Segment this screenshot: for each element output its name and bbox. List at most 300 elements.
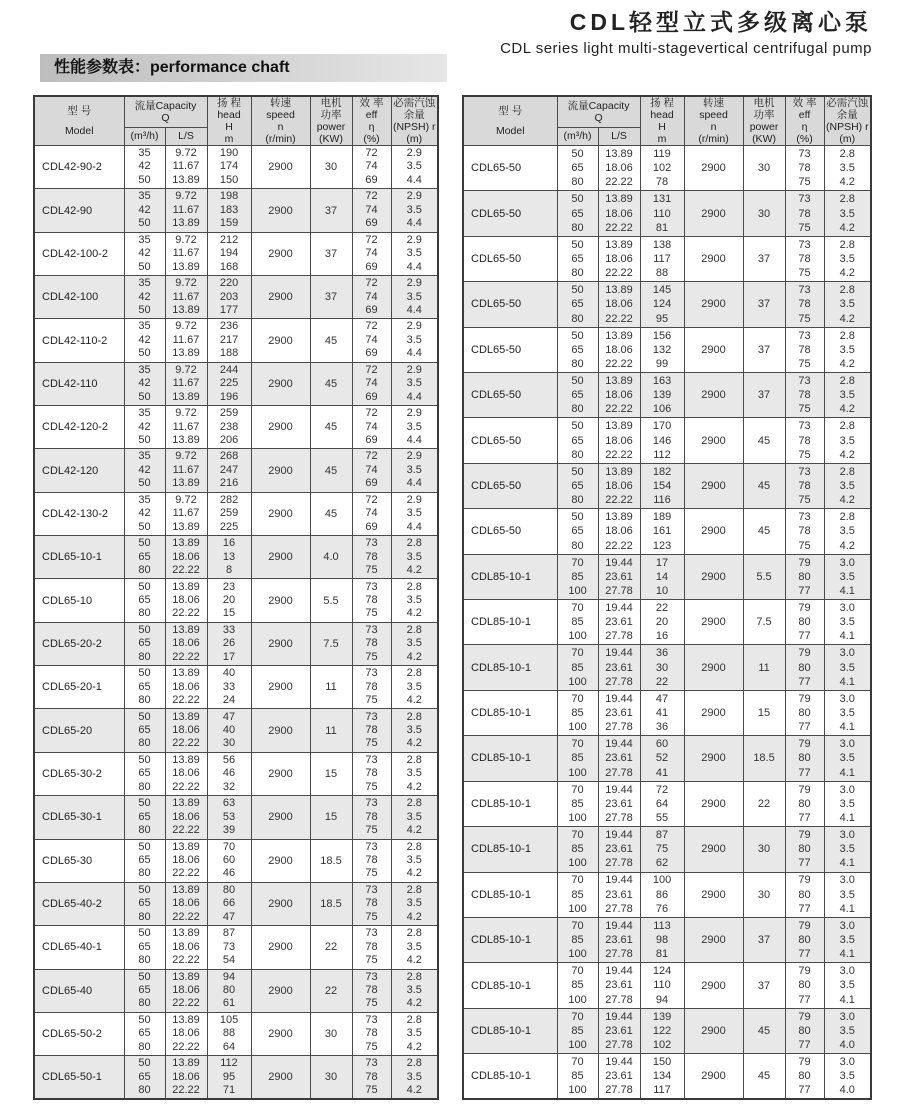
model-cell: CDL65-50 [463,327,557,372]
value-line: 23.61 [605,934,633,946]
npsh-cell [824,236,871,281]
value-line: 2.8 [406,537,422,550]
speed-cell: 2900 [684,645,743,690]
value-line: 65 [138,767,151,780]
value-line: 77 [798,902,811,915]
value-line: 2.8 [406,753,422,766]
power-cell: 7.5 [743,600,785,645]
model-cell: CDL85-10-1 [463,554,557,599]
capacity-m3h-cell [124,579,165,622]
header-capacity: 流量Capacity Q [124,96,207,127]
value-line: 2.9 [406,190,422,203]
efficiency-cell [785,736,824,781]
value-line: 3.0 [839,1055,855,1068]
value-line: 50 [138,173,151,186]
value-line: 3.0 [839,556,855,569]
pump-row [463,872,871,917]
value-line: 238 [219,420,239,433]
power-cell: 4.0 [310,536,352,579]
value-line: 4.1 [839,811,855,824]
value-line: 3.0 [839,828,855,841]
value-line: 18.06 [172,680,200,693]
value-line: 4.4 [406,433,422,446]
capacity-m3h-cell [557,282,598,327]
value-line: 3.5 [406,984,422,996]
capacity-m3h-cell [124,622,165,665]
value-line: 75 [365,910,378,923]
value-line: 65 [138,984,151,996]
value-line: 50 [571,238,584,251]
npsh-cell [824,373,871,418]
value-line: 73 [365,840,378,853]
speed-cell: 2900 [251,926,310,969]
speed-cell: 2900 [251,319,310,362]
value-line: 3.5 [839,843,855,856]
value-line: 174 [219,160,239,173]
speed-cell: 2900 [684,963,743,1008]
value-line: 80 [798,661,811,674]
value-line: 3.5 [406,203,422,216]
value-line: 72 [365,233,378,246]
capacity-m3h-cell [124,839,165,882]
power-cell: 30 [310,146,352,189]
npsh-cell [391,1056,438,1099]
value-line: 3.5 [839,162,855,175]
capacity-m3h-cell [124,969,165,1012]
value-line: 27.78 [605,993,633,1006]
value-line: 2.9 [406,320,422,333]
capacity-m3h-cell [124,276,165,319]
capacity-m3h-cell [557,600,598,645]
value-line: 70 [571,738,584,751]
value-line: 18.06 [172,1027,200,1040]
value-line: 80 [571,176,584,189]
value-line: 132 [652,343,672,356]
value-line: 98 [655,934,669,946]
value-line: 78 [798,525,811,538]
pump-row [463,781,871,826]
pump-row [34,319,438,362]
value-line: 42 [138,203,151,216]
value-line: 2.8 [406,1057,422,1070]
capacity-m3h-cell [557,690,598,735]
header-model: 型 号 Model [34,96,124,146]
speed-cell: 2900 [684,373,743,418]
npsh-cell [824,690,871,735]
power-cell: 45 [310,406,352,449]
efficiency-cell [352,319,391,362]
value-line: 22.22 [605,267,633,280]
value-line: 22 [655,675,669,688]
value-line: 13.89 [172,1013,200,1026]
value-line: 47 [222,710,236,723]
value-line: 3.5 [839,661,855,674]
value-line: 110 [653,979,671,992]
value-line: 74 [365,247,378,260]
header-efficiency: 效 率 eff η (%) [352,96,391,146]
value-line: 4.2 [839,312,855,325]
value-line: 77 [798,675,811,688]
speed-cell: 2900 [684,418,743,463]
value-line: 4.2 [406,780,422,793]
value-line: 33 [222,680,236,693]
value-line: 13.89 [172,520,200,533]
value-line: 259 [219,407,239,420]
value-line: 65 [571,525,584,538]
value-line: 24 [222,694,236,706]
value-line: 4.0 [839,1084,855,1097]
power-cell: 37 [310,232,352,275]
value-line: 3.5 [406,290,422,303]
speed-cell: 2900 [251,276,310,319]
pump-row [34,276,438,319]
head-cell [640,554,684,599]
value-line: 65 [571,389,584,402]
value-line: 3.0 [839,783,855,796]
value-line: 75 [365,650,378,663]
power-cell: 22 [310,926,352,969]
value-line: 19.44 [605,738,633,751]
value-line: 18.06 [605,207,633,220]
value-line: 13.89 [172,173,200,186]
value-line: 100 [568,811,587,824]
value-line: 11.67 [172,203,200,216]
pump-row [463,554,871,599]
capacity-m3h-cell [124,1012,165,1055]
value-line: 69 [365,303,378,316]
capacity-m3h-cell [124,319,165,362]
value-line: 22.22 [605,221,633,234]
value-line: 69 [365,390,378,403]
value-line: 2.9 [406,450,422,463]
value-line: 78 [365,680,378,693]
power-cell: 45 [310,362,352,405]
value-line: 50 [138,710,151,723]
value-line: 102 [652,162,672,175]
capacity-m3h-cell [557,827,598,872]
value-line: 77 [798,948,811,961]
value-line: 3.5 [406,853,422,866]
value-line: 73 [798,465,811,478]
value-line: 74 [365,160,378,173]
value-line: 50 [138,840,151,853]
value-line: 80 [798,843,811,856]
efficiency-cell [785,373,824,418]
value-line: 11.67 [172,290,200,303]
head-cell [207,362,251,405]
value-line: 100 [568,857,587,870]
efficiency-cell [785,600,824,645]
value-line: 17 [655,556,669,569]
capacity-ls-cell [165,449,207,492]
value-line: 50 [138,753,151,766]
speed-cell: 2900 [684,509,743,554]
value-line: 18.06 [172,853,200,866]
value-line: 13.89 [172,840,200,853]
value-line: 3.0 [839,919,855,932]
value-line: 145 [652,284,672,297]
value-line: 106 [652,403,672,416]
value-line: 189 [652,511,672,524]
value-line: 73 [222,940,236,953]
value-line: 4.2 [839,494,855,507]
value-line: 150 [652,1055,672,1068]
efficiency-cell [352,146,391,189]
value-line: 77 [798,1039,811,1052]
pump-row [34,926,438,969]
efficiency-cell [352,406,391,449]
left-performance-table [33,95,439,1100]
pump-row [34,969,438,1012]
value-line: 124 [652,298,672,311]
value-line: 23.61 [605,1070,633,1083]
value-line: 9.72 [175,363,197,376]
value-line: 2.9 [406,363,422,376]
value-line: 9.72 [175,450,197,463]
capacity-ls-cell [598,509,640,554]
value-line: 87 [222,927,236,940]
value-line: 13.89 [172,797,200,810]
value-line: 19.44 [605,783,633,796]
value-line: 66 [222,897,236,910]
value-line: 134 [652,1070,672,1083]
value-line: 85 [571,752,584,765]
pump-row [463,600,871,645]
value-line: 75 [798,403,811,416]
speed-cell: 2900 [251,406,310,449]
value-line: 75 [655,843,669,856]
efficiency-cell [785,282,824,327]
value-line: 79 [798,647,811,660]
pump-row [463,690,871,735]
value-line: 2.9 [406,147,422,160]
header-efficiency: 效 率 eff η (%) [785,96,824,146]
value-line: 80 [571,267,584,280]
value-line: 80 [138,694,151,706]
speed-cell: 2900 [684,690,743,735]
value-line: 19.44 [605,601,633,614]
value-line: 2.9 [406,407,422,420]
capacity-ls-cell [598,963,640,1008]
value-line: 11.67 [172,377,200,390]
capacity-ls-cell [165,839,207,882]
value-line: 119 [653,147,671,160]
value-line: 50 [138,537,151,550]
value-line: 61 [222,997,236,1010]
value-line: 85 [571,888,584,901]
value-line: 35 [138,233,151,246]
value-line: 75 [365,563,378,576]
head-cell [640,963,684,1008]
value-line: 2.8 [406,710,422,723]
value-line: 73 [365,580,378,593]
head-cell [640,917,684,962]
value-line: 60 [222,853,236,866]
head-cell [640,1054,684,1100]
value-line: 3.5 [839,525,855,538]
capacity-ls-cell [165,406,207,449]
pump-row [463,236,871,281]
npsh-cell [391,752,438,795]
value-line: 80 [571,312,584,325]
pump-row [34,882,438,925]
value-line: 4.2 [406,563,422,576]
value-line: 50 [138,797,151,810]
value-line: 22.22 [172,737,200,750]
value-line: 4.2 [406,1083,422,1096]
value-line: 22.22 [172,824,200,837]
value-line: 4.4 [406,217,422,230]
value-line: 23.61 [605,616,633,629]
value-line: 3.5 [839,434,855,447]
value-line: 65 [138,723,151,736]
power-cell: 45 [310,319,352,362]
value-line: 100 [568,584,587,597]
value-line: 22.22 [172,694,200,706]
capacity-ls-cell [598,1054,640,1100]
value-line: 95 [655,312,669,325]
speed-cell: 2900 [251,146,310,189]
header-head: 扬 程 head H m [207,96,251,146]
value-line: 75 [798,357,811,370]
capacity-m3h-cell [557,463,598,508]
capacity-ls-cell [598,282,640,327]
value-line: 79 [798,828,811,841]
value-line: 78 [655,176,669,189]
head-cell [207,276,251,319]
model-cell: CDL65-20-1 [34,666,124,709]
npsh-cell [824,963,871,1008]
value-line: 2.8 [839,420,855,433]
value-line: 244 [219,363,239,376]
value-line: 18.06 [172,897,200,910]
value-line: 80 [798,1070,811,1083]
left-table-header [34,96,438,146]
value-line: 50 [138,303,151,316]
value-line: 18.06 [172,550,200,563]
power-cell: 22 [743,781,785,826]
value-line: 3.5 [406,810,422,823]
value-line: 14 [655,570,669,583]
value-line: 23.61 [605,752,633,765]
capacity-ls-cell [165,882,207,925]
model-cell: CDL65-30-2 [34,752,124,795]
value-line: 10 [655,584,669,597]
pump-row [34,406,438,449]
value-line: 78 [798,389,811,402]
value-line: 78 [798,434,811,447]
value-line: 65 [138,897,151,910]
value-line: 50 [138,433,151,446]
value-line: 19.44 [605,556,633,569]
value-line: 72 [365,493,378,506]
value-line: 80 [571,539,584,552]
power-cell: 15 [743,690,785,735]
value-line: 124 [652,965,672,978]
value-line: 77 [798,766,811,779]
value-line: 79 [798,556,811,569]
capacity-m3h-cell [557,373,598,418]
model-cell: CDL65-50 [463,509,557,554]
value-line: 27.78 [605,902,633,915]
efficiency-cell [785,463,824,508]
capacity-ls-cell [165,146,207,189]
model-cell: CDL85-10-1 [463,1054,557,1100]
capacity-m3h-cell [557,917,598,962]
head-cell [207,796,251,839]
capacity-ls-cell [165,752,207,795]
npsh-cell [391,449,438,492]
value-line: 4.2 [839,176,855,189]
value-line: 79 [798,738,811,751]
capacity-ls-cell [165,926,207,969]
value-line: 75 [365,867,378,880]
value-line: 3.5 [406,940,422,953]
right-table-body [463,146,871,1100]
capacity-m3h-cell [124,666,165,709]
value-line: 13.89 [605,465,633,478]
value-line: 13.89 [172,970,200,983]
capacity-m3h-cell [557,645,598,690]
value-line: 85 [571,1070,584,1083]
value-line: 4.1 [839,766,855,779]
value-line: 70 [571,601,584,614]
head-cell [207,969,251,1012]
value-line: 105 [219,1013,239,1026]
capacity-ls-cell [165,536,207,579]
value-line: 3.5 [406,637,422,650]
value-line: 81 [655,221,669,234]
head-cell [207,1056,251,1099]
value-line: 131 [652,193,672,206]
pump-row [34,579,438,622]
value-line: 65 [571,343,584,356]
capacity-ls-cell [165,622,207,665]
head-cell [640,418,684,463]
value-line: 2.8 [839,284,855,297]
value-line: 42 [138,290,151,303]
capacity-ls-cell [598,827,640,872]
efficiency-cell [352,752,391,795]
pump-row [34,752,438,795]
head-cell [640,509,684,554]
value-line: 72 [655,783,669,796]
value-line: 80 [798,616,811,629]
value-line: 41 [655,706,669,719]
value-line: 80 [571,494,584,507]
value-line: 80 [222,984,236,996]
value-line: 3.5 [839,706,855,719]
value-line: 65 [138,810,151,823]
value-line: 18.06 [172,723,200,736]
value-line: 163 [652,374,672,387]
pump-row [463,146,871,191]
efficiency-cell [352,189,391,232]
capacity-m3h-cell [124,492,165,535]
speed-cell: 2900 [251,1012,310,1055]
value-line: 100 [568,993,587,1006]
value-line: 3.5 [839,207,855,220]
value-line: 2.8 [406,1013,422,1026]
value-line: 2.9 [406,277,422,290]
value-line: 4.4 [406,347,422,360]
value-line: 13.89 [172,477,200,490]
value-line: 75 [798,448,811,461]
pump-row [463,963,871,1008]
value-line: 73 [798,147,811,160]
value-line: 13.89 [172,927,200,940]
header-capacity-m3h: (m³/h) [124,127,165,145]
